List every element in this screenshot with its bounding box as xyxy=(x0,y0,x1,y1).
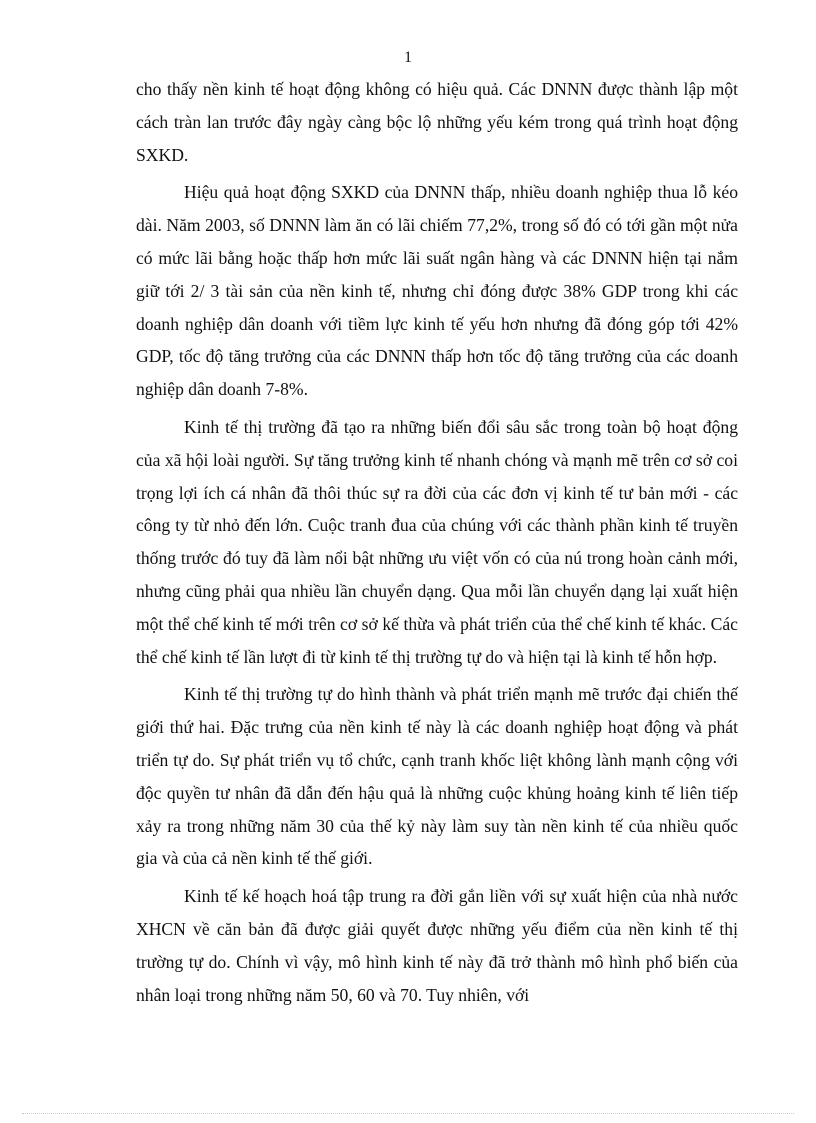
paragraph-planned-economy: Kinh tế kế hoạch hoá tập trung ra đời gắn liền với sự xuất hiện của nhà nước XHCN về căn bản đã được giải quyết được những yếu điểm của nền kinh tế thị trường tự do. Chính vì vậy, mô hình kinh tế này đã trở thành mô hình phổ biến của nhân loại trong những năm 50, 60 và 70. Tuy nhiên, với xyxy=(136,886,738,1005)
paragraph-market-economy: Kinh tế thị trường đã tạo ra những biến đổi sâu sắc trong toàn bộ hoạt động của xã hội loài người. Sự tăng trưởng kinh tế nhanh chóng và mạnh mẽ trên cơ sở coi trọng lợi ích cá nhân đã thôi thúc sự ra đời của các đơn vị kinh tế tư bản mới - các công ty từ nhỏ đến lớn. Cuộc tranh đua của chúng với các thành phần kinh tế truyền thống trước đó tuy đã làm nổi bật những ưu việt vốn có của nú trong hoàn cảnh mới, nhưng cũng phải qua nhiều lần chuyển dạng. Qua mỗi lần chuyển dạng lại xuất hiện một thể chế kinh tế mới trên cơ sở kế thừa và phát triển của thể chế kinh tế khác. Các thể chế kinh tế lần lượt đi từ kinh tế thị trường tự do và hiện tại là kinh tế hỗn hợp. xyxy=(136,416,738,667)
paragraph-continuation: cho thấy nền kinh tế hoạt động không có hiệu quả. Các DNNN được thành lập một cách tràn lan trước đây ngày càng bộc lộ những yếu kém trong quá trình hoạt động SXKD. xyxy=(136,79,738,165)
page-number: 1 xyxy=(404,49,412,66)
paragraph-free-market: Kinh tế thị trường tự do hình thành và phát triển mạnh mẽ trước đại chiến thế giới thứ hai. Đặc trưng của nền kinh tế này là các doanh nghiệp hoạt động và phát triển tự do. Sự phát triển vụ tổ chức, cạnh tranh khốc liệt không lành mạnh cộng với độc quyền tư nhân đã dẫn đến hậu quả là những cuộc khủng hoảng kinh tế liên tiếp xảy ra trong những năm 30 của thế kỷ này làm suy tàn nền kinh tế của nhiều quốc gia và của cả nền kinh tế thế giới. xyxy=(136,684,738,869)
paragraph-dnnn-efficiency: Hiệu quả hoạt động SXKD của DNNN thấp, nhiều doanh nghiệp thua lỗ kéo dài. Năm 2003, số DNNN làm ăn có lãi chiếm 77,2%, trong số đó có tới gần một nửa có mức lãi bằng hoặc thấp hơn mức lãi suất ngân hàng và các DNNN hiện tại nắm giữ tới 2/ 3 tài sản của nền kinh tế, nhưng chỉ đóng được 38% GDP trong khi các doanh nghiệp dân doanh với tiềm lực kinh tế yếu hơn nhưng đã đóng góp tới 42% GDP, tốc độ tăng trưởng của các DNNN thấp hơn tốc độ tăng trưởng của các doanh nghiệp dân doanh 7-8%. xyxy=(136,182,738,400)
document-body xyxy=(136,73,738,1016)
page-bottom-divider xyxy=(22,1113,794,1114)
